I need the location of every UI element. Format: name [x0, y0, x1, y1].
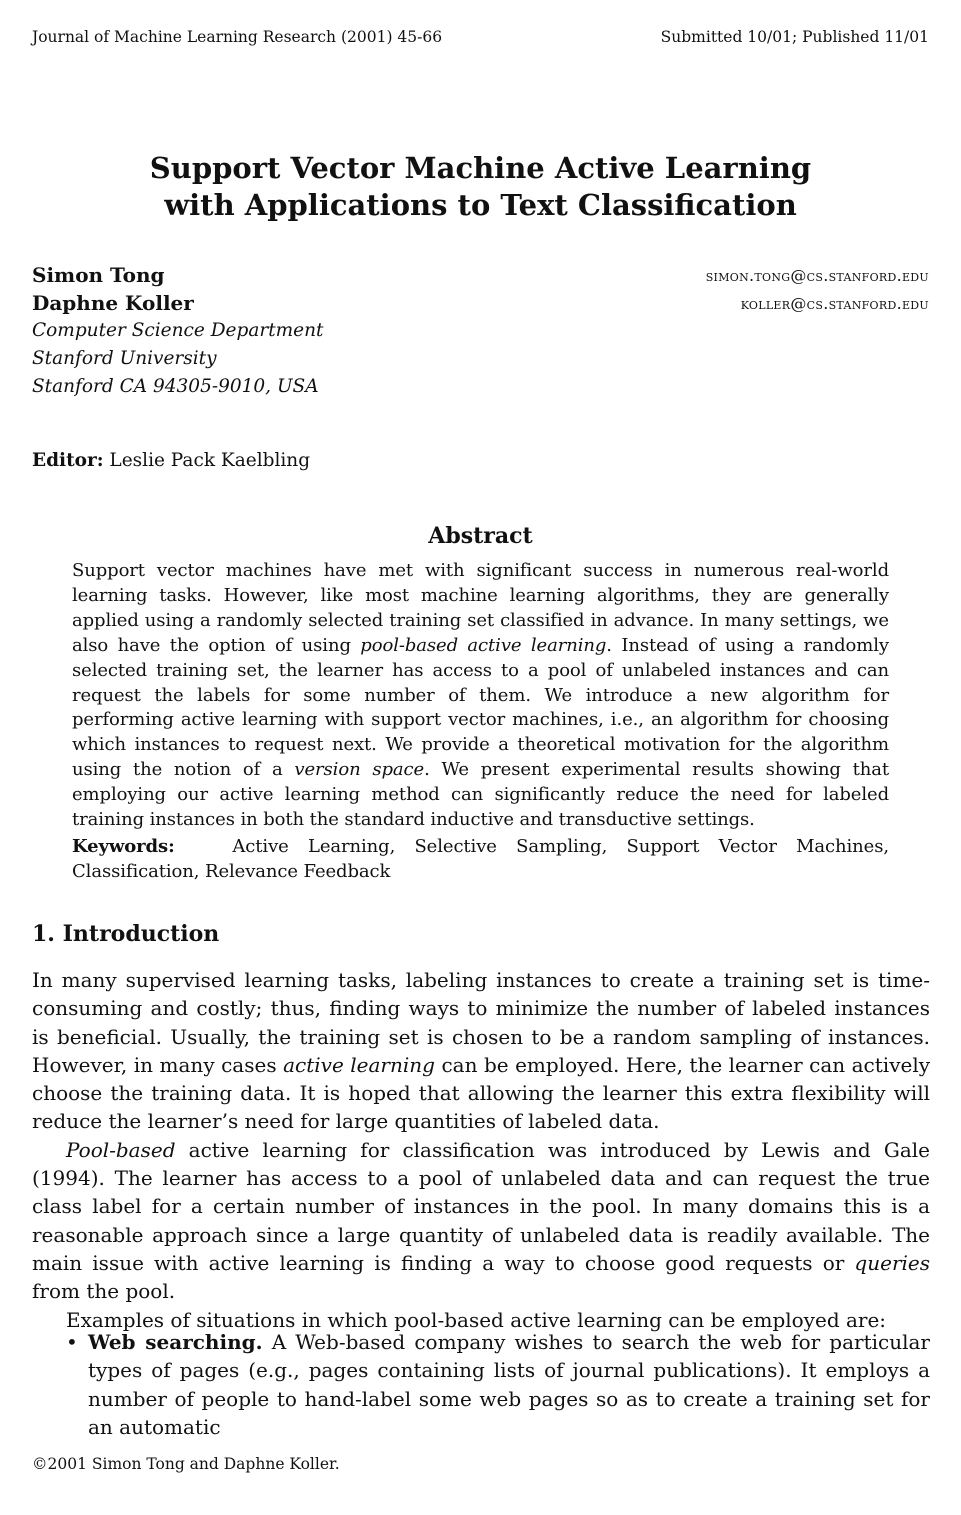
abstract-emphasis-2: version space [294, 759, 425, 781]
title-line-2: with Applications to Text Classification [164, 188, 797, 222]
editor-line [32, 450, 310, 471]
abstract-text-1: Support vector machines have met with significant success in numerous real-world learning tasks. However, like most machine learning algorithms, they are generally applied using a randomly selected training set classified in advance. In many settings, we also have the option of using [72, 560, 889, 656]
intro-p2-text-a: active learning for classification was introduced by Lewis and Gale (1994). The learner has access to a pool of unlabeled data and can request the true class label for a certain number of instances in the pool. In many domains this is a reasonable approach since a large quantity of unlabeled data is readily available. The main issue with active learning is finding a way to choose good requests or [32, 1137, 931, 1275]
keywords [72, 835, 889, 885]
intro-p1-text-b: can be employed. Here, the learner can actively choose the training data. It is hoped that allowing the learner this extra flexibility will reduce the learner’s need for large quantities of labeled data. [32, 1052, 931, 1134]
intro-paragraph-1 [32, 966, 930, 1136]
bullet-item-web-searching [66, 1328, 930, 1441]
intro-p2-emphasis-2: queries [854, 1250, 930, 1275]
paper-title [0, 150, 961, 224]
submission-dates: Submitted 10/01; Published 11/01 [660, 28, 929, 46]
keywords-list: Active Learning, Selective Sampling, Support Vector Machines, Classification, Relevance Feedback [72, 835, 889, 882]
abstract-emphasis-1: pool-based active learning [360, 634, 607, 656]
intro-p1-text-a: In many supervised learning tasks, labeling instances to create a training set is time-consuming and costly; thus, finding ways to minimize the number of labeled instances is beneficial. Usually, the training set is chosen to be a random sampling of instances. However, in many cases [32, 968, 930, 1077]
author-email-1[interactable]: simon.tong@cs.stanford.edu [705, 266, 929, 285]
bullet-content [88, 1328, 930, 1441]
keywords-label: Keywords: [72, 835, 175, 857]
introduction-body [32, 966, 930, 1334]
bullet-text: A Web-based company wishes to search the web for particular types of pages (e.g., pages containing lists of journal publications). It employs a number of people to hand-label some web pages so as to create a training set for an automatic [88, 1330, 930, 1439]
bullet-icon: • [66, 1330, 78, 1354]
intro-p1-emphasis: active learning [283, 1052, 435, 1077]
abstract-heading: Abstract [428, 523, 533, 549]
abstract-text-2: . Instead of using a randomly selected training set, the learner has access to a pool of unlabeled instances and can request the labels for some number of them. We introduce a new algorithm for performing active learning with support vector machines, i.e., an algorithm for choosing which instances to request next. We provide a theoretical motivation for the algorithm using the notion of a [72, 634, 889, 781]
abstract-paragraph [72, 559, 889, 833]
intro-p2-text-b: from the pool. [32, 1279, 176, 1304]
affiliation-department: Computer Science Department [32, 320, 324, 341]
intro-p2-emphasis: Pool-based [66, 1137, 176, 1162]
abstract-text-3: . We present experimental results showing that employing our active learning method can significantly reduce the need for labeled training instances in both the standard inductive and transductive settings. [72, 759, 890, 831]
affiliation-address: Stanford CA 94305-9010, USA [32, 376, 319, 397]
author-name-2: Daphne Koller [32, 291, 194, 315]
author-name-1: Simon Tong [32, 263, 165, 287]
affiliation-university: Stanford University [32, 348, 217, 369]
intro-paragraph-3: Examples of situations in which pool-based active learning can be employed are: [66, 1307, 887, 1332]
abstract-body [72, 559, 889, 885]
bullet-label: Web searching. [88, 1330, 263, 1354]
copyright-footer: ©2001 Simon Tong and Daphne Koller. [32, 1455, 340, 1473]
intro-paragraph-2 [32, 1136, 930, 1306]
editor-name: Leslie Pack Kaelbling [109, 450, 311, 471]
author-email-2[interactable]: koller@cs.stanford.edu [740, 294, 929, 313]
journal-header: Journal of Machine Learning Research (2001) 45-66 [32, 28, 443, 46]
section-heading-introduction: 1. Introduction [32, 921, 220, 947]
title-line-1: Support Vector Machine Active Learning [149, 151, 812, 185]
editor-label: Editor: [32, 450, 104, 471]
